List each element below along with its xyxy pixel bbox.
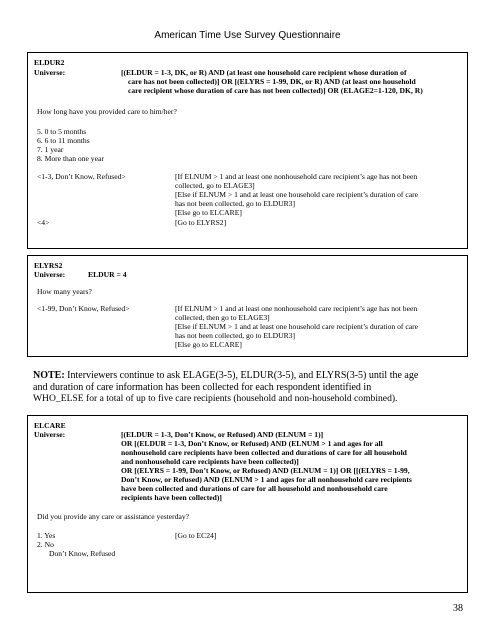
elyrs2-route-text: [If ELNUM > 1 and at least one nonhousehold care recipient’s age has not been bbox=[175, 304, 418, 313]
note-lead: NOTE: bbox=[33, 370, 65, 381]
elcare-universe-line: and nonhousehold care recipients have been collected)] bbox=[121, 457, 299, 466]
eldur2-option: 8. More than one year bbox=[37, 154, 104, 163]
eldur2-option: 5. 0 to 5 months bbox=[37, 127, 87, 136]
elcare-option: 2. No bbox=[37, 540, 54, 549]
eldur2-question: How long have you provided care to him/her? bbox=[37, 107, 177, 116]
eldur2-universe-line: care recipient whose duration of care has not been collected)] OR (ELAGE2=1-120, DK, R) bbox=[128, 86, 423, 95]
eldur2-universe-line: care has not been collected)] OR [(ELYRS = 1-99, DK, or R) AND (at least one household bbox=[128, 77, 416, 86]
eldur2-route-text: [If ELNUM > 1 and at least one nonhousehold care recipient’s age has not been bbox=[175, 172, 418, 181]
eldur2-universe-line: [(ELDUR = 1-3, DK, or R) AND (at least one household care recipient whose duration of bbox=[121, 68, 407, 77]
elcare-universe-line: nonhousehold care recipients have been collected and durations of care for all household bbox=[121, 448, 407, 457]
elcare-universe-line: have been collected and durations of care for all household and nonhousehold care bbox=[121, 484, 388, 493]
elyrs2-route-code: <1-99, Don’t Know, Refused> bbox=[37, 304, 130, 313]
eldur2-route-text: collected, go to ELAGE3] bbox=[175, 181, 255, 190]
elyrs2-route-text: [Else go to ELCARE] bbox=[175, 340, 242, 349]
elyrs2-section bbox=[27, 255, 468, 357]
elyrs2-route-text: has not been collected, go to ELDUR3] bbox=[175, 331, 295, 340]
elyrs2-route-text: [Else if ELNUM > 1 and at least one household care recipient’s duration of care bbox=[175, 322, 418, 331]
eldur2-route-text: [Else if ELNUM > 1 and at least one household care recipient’s duration of care bbox=[175, 190, 418, 199]
elcare-universe-line: Don’t Know, or Refused) AND (ELNUM > 1 and ages for all nonhousehold care recipients bbox=[121, 475, 412, 484]
elcare-section bbox=[27, 415, 468, 593]
elyrs2-route-text: collected, then go to ELAGE3] bbox=[175, 313, 270, 322]
eldur2-section bbox=[27, 52, 468, 249]
page-number: 38 bbox=[453, 603, 463, 614]
eldur2-option: 6. 6 to 11 months bbox=[37, 136, 90, 145]
eldur2-route-text: has not been collected, go to ELDUR3] bbox=[175, 199, 295, 208]
elyrs2-name: ELYRS2 bbox=[34, 261, 63, 270]
eldur2-route-code: <4> bbox=[37, 218, 50, 227]
note-paragraph bbox=[33, 370, 463, 405]
elcare-option: 1. Yes bbox=[37, 531, 56, 540]
elyrs2-question: How many years? bbox=[37, 287, 92, 296]
eldur2-route-code: <1-3, Don’t Know, Refused> bbox=[37, 172, 126, 181]
elcare-name: ELCARE bbox=[34, 421, 66, 430]
note-line: and duration of care information has been collected for each respondent identified in bbox=[33, 381, 372, 393]
eldur2-route-text: [Go to ELYRS2] bbox=[175, 218, 227, 227]
eldur2-option: 7. 1 year bbox=[37, 145, 64, 154]
elcare-universe-line: OR [(ELYRS = 1-99, Don’t Know, or Refused) AND (ELNUM = 1)] OR [[(ELYRS = 1-99, bbox=[121, 466, 410, 475]
elcare-question: Did you provide any care or assistance yesterday? bbox=[37, 512, 190, 521]
note-line: Interviewers continue to ask ELAGE(3-5), ELDUR(3-5), and ELYRS(3-5) until the age bbox=[64, 370, 419, 381]
eldur2-name: ELDUR2 bbox=[34, 58, 65, 67]
eldur2-route-text: [Else go to ELCARE] bbox=[175, 208, 242, 217]
elyrs2-universe: ELDUR = 4 bbox=[88, 270, 127, 279]
elcare-universe-line: recipients have been collected)] bbox=[121, 493, 222, 502]
elyrs2-universe-label: Universe: bbox=[34, 270, 66, 279]
elcare-route-text: [Go to EC24] bbox=[175, 531, 217, 540]
eldur2-universe-label: Universe: bbox=[34, 68, 66, 77]
elcare-universe-line: OR [(ELDUR = 1-3, Don’t Know, or Refused) AND (ELNUM > 1 and ages for all bbox=[121, 439, 383, 448]
elcare-universe-label: Universe: bbox=[34, 430, 66, 439]
note-line: WHO_ELSE for a total of up to five care recipients (household and non-household combined). bbox=[33, 393, 398, 405]
page-header: American Time Use Survey Questionnaire bbox=[154, 30, 341, 41]
elcare-universe-line: [(ELDUR = 1-3, Don’t Know, or Refused) AND (ELNUM = 1)] bbox=[121, 430, 324, 439]
elcare-option: Don’t Know, Refused bbox=[49, 549, 116, 558]
